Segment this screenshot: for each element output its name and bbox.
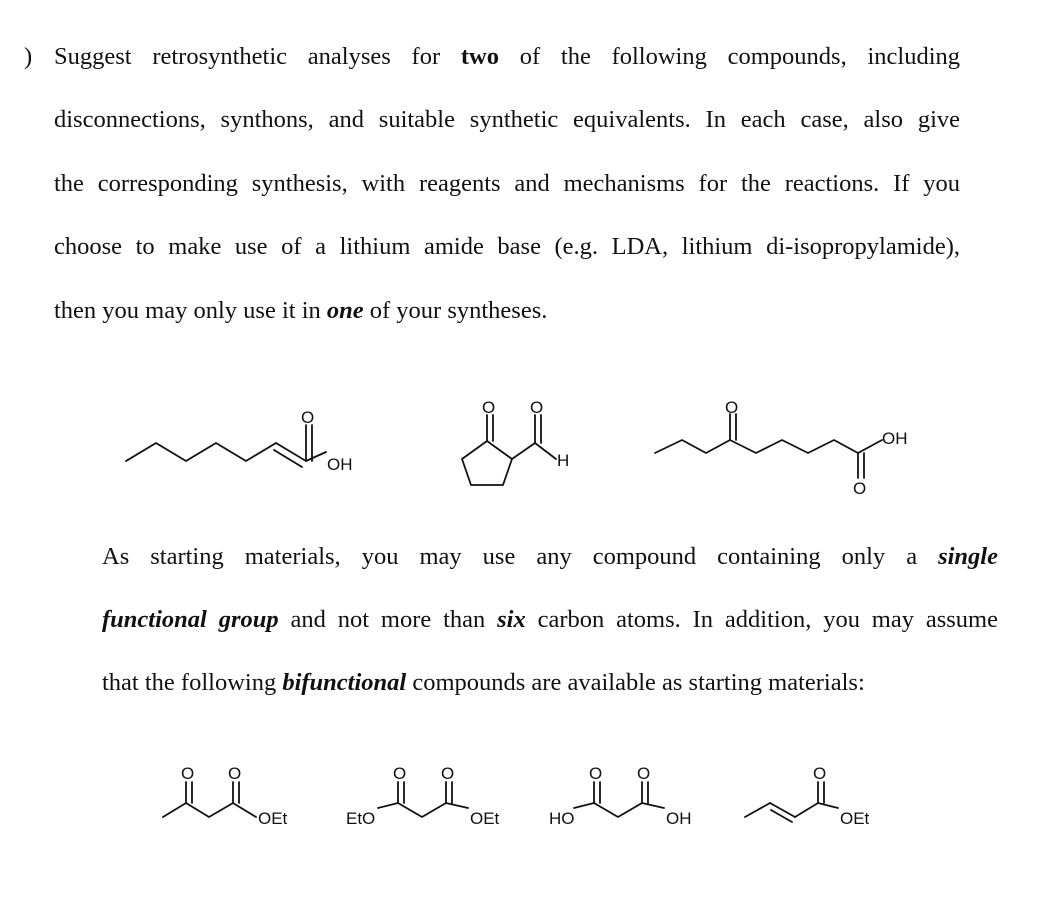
target-structure-1 <box>126 408 353 474</box>
question-line-5: then you may only use it in one of your syntheses. <box>54 297 548 324</box>
s2-left-ethoxy-label: EtO <box>346 809 376 828</box>
t2-aldehyde-hydrogen-label: H <box>557 451 570 470</box>
t3-acid-oxygen-label: O <box>853 479 867 498</box>
starting-material-3 <box>549 764 692 828</box>
conditions-line-2: functional group and not more than six carbon atoms. In addition, you may assume <box>102 606 998 633</box>
t1-alkene-bond <box>276 443 306 461</box>
conditions-line-3: that the following bifunctional compounds are available as starting materials: <box>102 669 865 696</box>
s4-methyl-bond <box>745 803 770 817</box>
question-line-3: the corresponding synthesis, with reagents and mechanisms for the reactions. If you <box>54 170 960 197</box>
s4-ester-chain <box>795 803 838 817</box>
t1-oh-bond <box>306 452 326 461</box>
s3-right-hydroxyl-label: OH <box>666 809 692 828</box>
emphasis-bifunctional: bifunctional <box>282 669 407 696</box>
t1-alkene-second-bond <box>274 450 302 467</box>
s3-carbon-chain <box>574 803 664 817</box>
question-line-1: Suggest retrosynthetic analyses for two of the following compounds, including <box>54 43 960 70</box>
emphasis-one: one <box>326 297 364 324</box>
conditions-line-1: As starting materials, you may use any compound containing only a single <box>102 543 998 570</box>
t2-ketone-oxygen-label: O <box>482 398 496 417</box>
question-line-2: disconnections, synthons, and suitable synthetic equivalents. In each case, also give <box>54 106 960 133</box>
s3-left-oxygen-label: O <box>589 764 603 783</box>
t2-side-chain <box>512 443 556 459</box>
s2-right-oxygen-label: O <box>441 764 455 783</box>
question-line-4: choose to make use of a lithium amide base (e.g. LDA, lithium di-isopropylamide), <box>54 233 960 260</box>
emphasis-functional-group: functional group <box>102 606 279 633</box>
s3-left-hydroxyl-label: HO <box>549 809 575 828</box>
t3-hydroxyl-label: OH <box>882 429 908 448</box>
s2-left-oxygen-label: O <box>393 764 407 783</box>
t1-hydroxyl-label: OH <box>327 455 353 474</box>
t2-aldehyde-oxygen-label: O <box>530 398 544 417</box>
t3-carbon-chain <box>655 440 882 453</box>
s4-oxygen-label: O <box>813 764 827 783</box>
question-marker: ) <box>24 43 33 70</box>
s1-ester-oxygen-label: O <box>228 764 242 783</box>
emphasis-two: two <box>460 43 499 70</box>
target-structure-2 <box>462 398 569 485</box>
s4-ethoxy-label: OEt <box>840 809 870 828</box>
starting-material-2 <box>346 764 500 828</box>
s1-ketone-oxygen-label: O <box>181 764 195 783</box>
s1-ethoxy-label: OEt <box>258 809 288 828</box>
t2-cyclopentane-ring <box>462 441 512 485</box>
s3-right-oxygen-label: O <box>637 764 651 783</box>
t1-alkyl-chain <box>126 443 276 461</box>
emphasis-six: six <box>497 606 526 633</box>
s2-carbon-chain <box>378 803 468 817</box>
starting-material-1 <box>163 764 288 828</box>
starting-material-4 <box>745 764 870 828</box>
target-structure-3 <box>655 398 908 498</box>
t1-carbonyl-oxygen-label: O <box>301 408 315 427</box>
s4-alkene-bond <box>770 803 795 817</box>
s2-right-ethoxy-label: OEt <box>470 809 500 828</box>
t3-ketone-oxygen-label: O <box>725 398 739 417</box>
emphasis-single: single <box>938 543 998 570</box>
s4-alkene-second-bond <box>771 810 792 822</box>
s1-carbon-chain <box>163 803 256 817</box>
